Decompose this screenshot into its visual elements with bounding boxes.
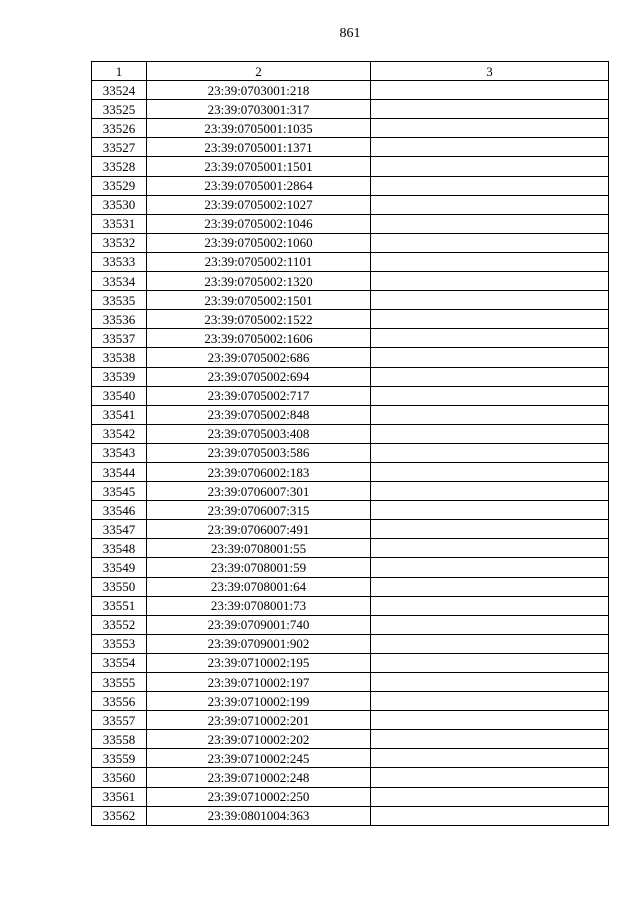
notes-cell <box>371 81 609 100</box>
table-row <box>92 806 609 825</box>
notes-cell <box>371 787 609 806</box>
row-number-cell: 33549 <box>92 558 147 577</box>
table-row <box>92 310 609 329</box>
notes-cell <box>371 577 609 596</box>
notes-cell <box>371 692 609 711</box>
cadastral-number-cell: 23:39:0705002:1046 <box>147 214 371 233</box>
table-row <box>92 482 609 501</box>
cadastral-number-cell: 23:39:0705002:1522 <box>147 310 371 329</box>
notes-cell <box>371 252 609 271</box>
row-number-cell: 33548 <box>92 539 147 558</box>
table-row <box>92 653 609 672</box>
cadastral-number-cell: 23:39:0710002:199 <box>147 692 371 711</box>
notes-cell <box>371 596 609 615</box>
cadastral-number-cell: 23:39:0708001:73 <box>147 596 371 615</box>
row-number-cell: 33536 <box>92 310 147 329</box>
cadastral-number-cell: 23:39:0705001:2864 <box>147 176 371 195</box>
cadastral-number-cell: 23:39:0705001:1501 <box>147 157 371 176</box>
row-number-cell: 33539 <box>92 367 147 386</box>
column-header-1: 1 <box>92 62 147 81</box>
cadastral-number-cell: 23:39:0710002:201 <box>147 711 371 730</box>
cadastral-number-cell: 23:39:0706007:491 <box>147 520 371 539</box>
table-row <box>92 615 609 634</box>
row-number-cell: 33559 <box>92 749 147 768</box>
table-row <box>92 138 609 157</box>
table-row <box>92 787 609 806</box>
table-row <box>92 673 609 692</box>
cadastral-number-cell: 23:39:0709001:902 <box>147 634 371 653</box>
column-header-3: 3 <box>371 62 609 81</box>
notes-cell <box>371 673 609 692</box>
table-row <box>92 214 609 233</box>
row-number-cell: 33555 <box>92 673 147 692</box>
notes-cell <box>371 272 609 291</box>
notes-cell <box>371 195 609 214</box>
table-row <box>92 119 609 138</box>
table-row <box>92 577 609 596</box>
row-number-cell: 33529 <box>92 176 147 195</box>
cadastral-number-cell: 23:39:0708001:55 <box>147 539 371 558</box>
cadastral-number-cell: 23:39:0710002:197 <box>147 673 371 692</box>
table-row <box>92 81 609 100</box>
table-row <box>92 405 609 424</box>
notes-cell <box>371 176 609 195</box>
row-number-cell: 33556 <box>92 692 147 711</box>
cadastral-number-cell: 23:39:0706007:301 <box>147 482 371 501</box>
table-row <box>92 233 609 252</box>
row-number-cell: 33560 <box>92 768 147 787</box>
table-row <box>92 157 609 176</box>
row-number-cell: 33547 <box>92 520 147 539</box>
cadastral-number-cell: 23:39:0705002:1101 <box>147 252 371 271</box>
cadastral-number-cell: 23:39:0710002:245 <box>147 749 371 768</box>
notes-cell <box>371 768 609 787</box>
notes-cell <box>371 367 609 386</box>
table-row <box>92 634 609 653</box>
row-number-cell: 33554 <box>92 653 147 672</box>
notes-cell <box>371 520 609 539</box>
page-number: 861 <box>339 26 361 41</box>
row-number-cell: 33532 <box>92 233 147 252</box>
row-number-cell: 33545 <box>92 482 147 501</box>
notes-cell <box>371 424 609 443</box>
notes-cell <box>371 405 609 424</box>
cadastral-number-cell: 23:39:0705002:1027 <box>147 195 371 214</box>
cadastral-number-cell: 23:39:0710002:250 <box>147 787 371 806</box>
table-row <box>92 501 609 520</box>
column-header-2: 2 <box>147 62 371 81</box>
row-number-cell: 33540 <box>92 386 147 405</box>
table-row <box>92 539 609 558</box>
cadastral-number-cell: 23:39:0705002:686 <box>147 348 371 367</box>
row-number-cell: 33524 <box>92 81 147 100</box>
cadastral-number-cell: 23:39:0706002:183 <box>147 462 371 481</box>
row-number-cell: 33541 <box>92 405 147 424</box>
notes-cell <box>371 443 609 462</box>
table-row <box>92 711 609 730</box>
notes-cell <box>371 558 609 577</box>
cadastral-number-cell: 23:39:0705001:1035 <box>147 119 371 138</box>
row-number-cell: 33526 <box>92 119 147 138</box>
notes-cell <box>371 386 609 405</box>
notes-cell <box>371 138 609 157</box>
cadastral-number-cell: 23:39:0708001:64 <box>147 577 371 596</box>
registry-table <box>91 61 609 826</box>
row-number-cell: 33527 <box>92 138 147 157</box>
table-row <box>92 291 609 310</box>
row-number-cell: 33550 <box>92 577 147 596</box>
cadastral-number-cell: 23:39:0710002:195 <box>147 653 371 672</box>
notes-cell <box>371 157 609 176</box>
cadastral-number-cell: 23:39:0705002:717 <box>147 386 371 405</box>
row-number-cell: 33535 <box>92 291 147 310</box>
notes-cell <box>371 730 609 749</box>
table-row <box>92 596 609 615</box>
cadastral-number-cell: 23:39:0703001:218 <box>147 81 371 100</box>
row-number-cell: 33525 <box>92 100 147 119</box>
cadastral-number-cell: 23:39:0705003:408 <box>147 424 371 443</box>
row-number-cell: 33546 <box>92 501 147 520</box>
notes-cell <box>371 310 609 329</box>
table-row <box>92 424 609 443</box>
cadastral-number-cell: 23:39:0705002:694 <box>147 367 371 386</box>
table-row <box>92 386 609 405</box>
table-row <box>92 195 609 214</box>
cadastral-number-cell: 23:39:0705001:1371 <box>147 138 371 157</box>
cadastral-number-cell: 23:39:0705002:848 <box>147 405 371 424</box>
notes-cell <box>371 348 609 367</box>
table-row <box>92 176 609 195</box>
row-number-cell: 33553 <box>92 634 147 653</box>
row-number-cell: 33561 <box>92 787 147 806</box>
row-number-cell: 33538 <box>92 348 147 367</box>
cadastral-number-cell: 23:39:0710002:202 <box>147 730 371 749</box>
table-row <box>92 462 609 481</box>
row-number-cell: 33531 <box>92 214 147 233</box>
cadastral-number-cell: 23:39:0706007:315 <box>147 501 371 520</box>
table-row <box>92 730 609 749</box>
notes-cell <box>371 214 609 233</box>
row-number-cell: 33528 <box>92 157 147 176</box>
row-number-cell: 33544 <box>92 462 147 481</box>
row-number-cell: 33530 <box>92 195 147 214</box>
row-number-cell: 33557 <box>92 711 147 730</box>
table-header-row <box>92 62 609 81</box>
notes-cell <box>371 291 609 310</box>
notes-cell <box>371 634 609 653</box>
cadastral-number-cell: 23:39:0710002:248 <box>147 768 371 787</box>
notes-cell <box>371 539 609 558</box>
row-number-cell: 33543 <box>92 443 147 462</box>
notes-cell <box>371 233 609 252</box>
cadastral-number-cell: 23:39:0705002:1606 <box>147 329 371 348</box>
notes-cell <box>371 100 609 119</box>
row-number-cell: 33562 <box>92 806 147 825</box>
cadastral-number-cell: 23:39:0705002:1501 <box>147 291 371 310</box>
notes-cell <box>371 482 609 501</box>
table-row <box>92 252 609 271</box>
cadastral-number-cell: 23:39:0708001:59 <box>147 558 371 577</box>
table-body <box>92 81 609 826</box>
cadastral-number-cell: 23:39:0709001:740 <box>147 615 371 634</box>
notes-cell <box>371 711 609 730</box>
notes-cell <box>371 329 609 348</box>
notes-cell <box>371 806 609 825</box>
cadastral-number-cell: 23:39:0705003:586 <box>147 443 371 462</box>
notes-cell <box>371 462 609 481</box>
notes-cell <box>371 119 609 138</box>
row-number-cell: 33551 <box>92 596 147 615</box>
table-row <box>92 367 609 386</box>
table-row <box>92 768 609 787</box>
table-row <box>92 443 609 462</box>
cadastral-number-cell: 23:39:0703001:317 <box>147 100 371 119</box>
notes-cell <box>371 653 609 672</box>
cadastral-number-cell: 23:39:0801004:363 <box>147 806 371 825</box>
table-row <box>92 520 609 539</box>
notes-cell <box>371 615 609 634</box>
row-number-cell: 33533 <box>92 252 147 271</box>
table-row <box>92 272 609 291</box>
table-row <box>92 348 609 367</box>
cadastral-number-cell: 23:39:0705002:1060 <box>147 233 371 252</box>
row-number-cell: 33558 <box>92 730 147 749</box>
row-number-cell: 33542 <box>92 424 147 443</box>
notes-cell <box>371 501 609 520</box>
row-number-cell: 33552 <box>92 615 147 634</box>
table-row <box>92 558 609 577</box>
row-number-cell: 33534 <box>92 272 147 291</box>
table-row <box>92 692 609 711</box>
cadastral-number-cell: 23:39:0705002:1320 <box>147 272 371 291</box>
row-number-cell: 33537 <box>92 329 147 348</box>
table-row <box>92 100 609 119</box>
table-row <box>92 329 609 348</box>
notes-cell <box>371 749 609 768</box>
table-row <box>92 749 609 768</box>
